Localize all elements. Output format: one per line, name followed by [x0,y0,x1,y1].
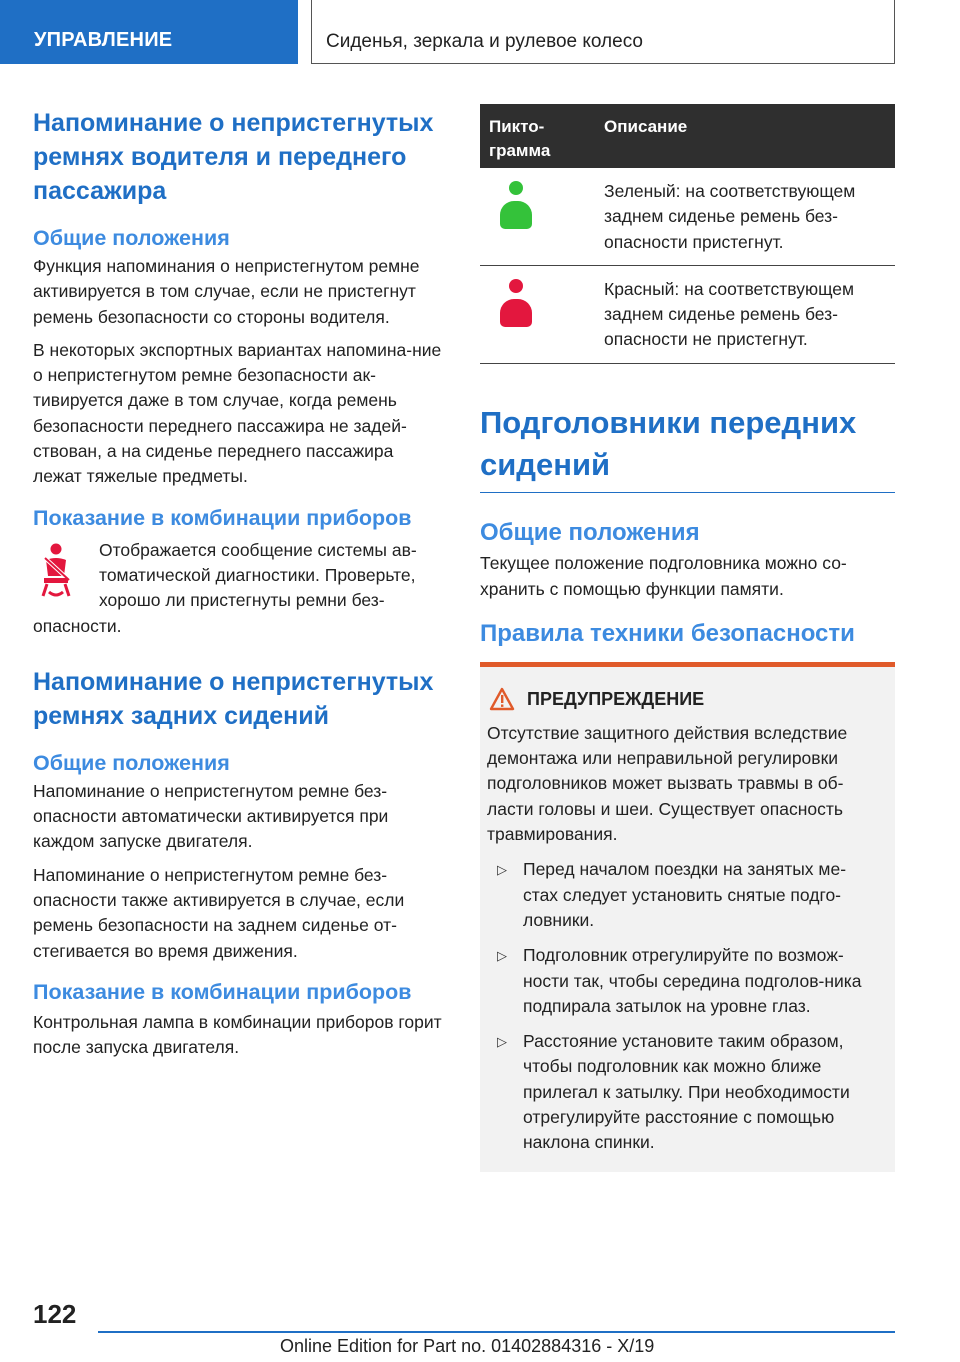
seatbelt-warning-icon [33,538,99,614]
warning-bullet: Перед началом поездки на занятых ме-стах следует установить снятые подго-ловники. [523,859,847,930]
warning-text: Отсутствие защитного действия вследствие демонтажа или неправильной регулировки подголовников может вызвать травмы в об-ласти головы и шеи. Существует опасность травмирования. [487,722,848,845]
pictogram-table [480,104,895,364]
rear-general-p2: Напоминание о непристегнутом ремне без-опасности также активируется в случае, если ремень безопасности на заднем сиденье от-стегивается во время движения. [33,864,405,961]
warning-bullet: Расстояние установите таким образом, чтобы подголовник как можно ближе прилегал к затылку. При необходимости отрегулируйте расстояние с помощью наклона спинки. [523,1031,850,1153]
right-column [480,104,895,1172]
front-display-text-cont: опасности. [33,615,122,636]
front-reminder-title: Напоминание о непристегнутых ремнях водителя и переднего пассажира [33,109,434,205]
front-general-p2: В некоторых экспортных вариантах напомина-ние о непристегнутом ремне безопасности ак-тивируется даже в том случае, когда ремень безопасности переднего пассажира не задей-ствован, а на сиденье переднего пассажира лежат тяжелые предметы. [33,339,442,487]
headrest-general-heading: Общие положения [480,519,700,547]
chapter-title: Сиденья, зеркала и рулевое колесо [326,31,643,52]
section-tab: УПРАВЛЕНИЕ [0,0,298,64]
table-row [480,168,895,266]
warning-triangle-icon [487,687,527,713]
front-display-block [33,538,445,614]
safety-heading: Правила техники безопасности [480,619,855,647]
table-header-pictogram: Пикто-грамма [489,117,551,160]
red-person-icon [500,279,532,327]
front-display-text: Отображается сообщение системы ав-томатической диагностики. Проверьте, хорошо ли пристегнуты ремни без- [99,539,417,611]
warning-bullet: Подголовник отрегулируйте по возмож-ности так, чтобы середина подголов-ника подпирала затылок на уровне глаз. [523,945,862,1016]
table-row [480,266,895,364]
warning-label: ПРЕДУПРЕЖДЕНИЕ [527,689,705,710]
front-general-p1: Функция напоминания о непристегнутом ремне активируется в том случае, если не пристегнут ремень безопасности со стороны водителя. [33,256,420,327]
footer-rule [98,1331,895,1333]
table-header [480,104,895,168]
rear-reminder-title: Напоминание о непристегнутых ремнях задних сидений [33,667,434,730]
headrest-general-text: Текущее положение подголовника можно со-хранить с помощью функции памяти. [480,553,847,599]
table-header-description: Описание [604,117,688,136]
rear-general-heading: Общие положения [33,750,230,775]
table-row-description: Красный: на соответствующем заднем сиденье ремень без-опасности не пристегнут. [604,278,855,350]
left-column [33,106,445,1061]
list-item [487,1029,881,1155]
pictogram-cell [480,266,604,363]
headrest-title: Подголовники передних сидений [480,404,857,482]
front-display-heading: Показание в комбинации приборов [33,505,412,530]
pictogram-cell [480,168,604,265]
list-item [487,943,881,1019]
triangle-bullet-icon: ▷ [497,862,507,878]
table-row-description: Зеленый: на соответствующем заднем сиденье ремень без-опасности пристегнут. [604,181,856,252]
rear-display-heading: Показание в комбинации приборов [33,979,412,1004]
warning-box [480,662,895,1172]
front-general-heading: Общие положения [33,226,230,250]
list-item [487,857,881,933]
triangle-bullet-icon: ▷ [497,1034,507,1050]
rear-display-text: Контрольная лампа в комбинации приборов горит после запуска двигателя. [33,1011,442,1058]
triangle-bullet-icon: ▷ [497,948,507,964]
warning-header [487,687,881,713]
edition-text: Online Edition for Part no. 01402884316 - X/19 [280,1336,655,1356]
green-person-icon [500,181,532,229]
rear-general-p1: Напоминание о непристегнутом ремне без-опасности автоматически активируется при каждом запуске двигателя. [33,780,389,852]
page-number: 122 [33,1299,77,1329]
